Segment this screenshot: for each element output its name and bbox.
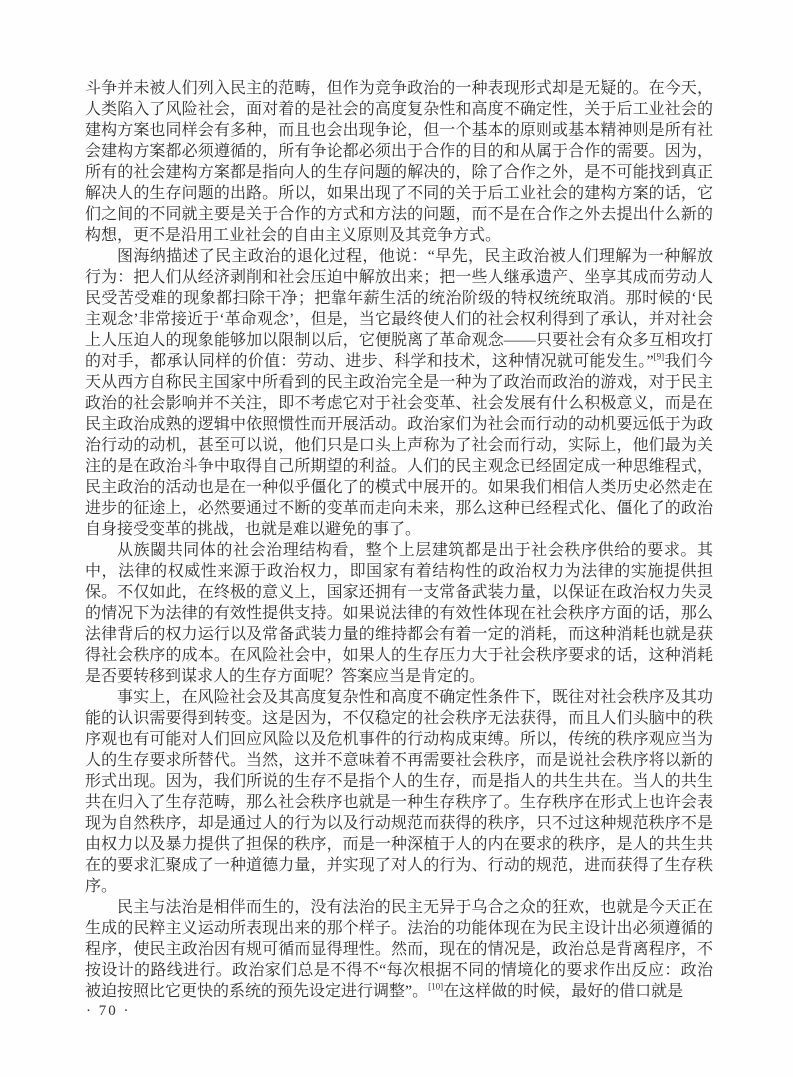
paragraph-5-text-before-ref: 民主与法治是相伴而生的，没有法治的民主无异于乌合之众的狂欢，也就是今天正在生成的民粹主义运动所表现出来的那个样子。法治的功能体现在为民主设计出必须遵循的程序，使民主政治因有规可循而显得理性。然而，现在的情况是，政治总是背离程序，不按设计的路线进行。政治家们总是不得不“每次根据不同的情境化的要求作出反应：政治被迫按照比它更快的系统的预先设定进行调整”。 — [85, 899, 713, 1000]
page-number: · 70 · — [86, 1003, 131, 1019]
paragraph-3 — [85, 540, 713, 687]
paragraph-4 — [85, 687, 713, 897]
paragraph-2 — [85, 246, 713, 540]
paragraph-2-text-after-ref: 我们今天从西方自称民主国家中所看到的民主政治完全是一种为了政治而政治的游戏，对于民主政治的社会影响并不关注，即不考虑它对于社会变革、社会发展有什么积极意义，而是在民主政治成熟的逻辑中依照惯性而开展活动。政治家们为社会而行动的动机要远低于为政治行动的动机，甚至可以说，他们只是口头上声称为了社会而行动，实际上，他们最为关注的是在政治斗争中取得自己所期望的利益。人们的民主观念已经固定成一种思维程式，民主政治的活动也是在一种似乎僵化了的模式中展开的。如果我们相信人类历史必然走在进步的征途上，必然要通过不断的变革而走向未来，那么这种已经程式化、僵化了的政治自身接受变革的挑战，也就是难以避免的事了。 — [85, 353, 713, 538]
paragraph-2-text-before-ref: 图海纳描述了民主政治的退化过程，他说：“早先，民主政治被人们理解为一种解放行为：把人们从经济剥削和社会压迫中解放出来；把一些人继承遗产、坐享其成而劳动人民受苦受难的现象都扫除干净；把靠年薪生活的统治阶级的特权统统取消。那时候的‘民主观念’非常接近于‘革命观念’，但是，当它最终使人们的社会权利得到了承认，并对社会上人压迫人的现象能够加以限制以后，它便脱离了革命观念——只要社会有众多互相攻打的对手，都承认同样的价值：劳动、进步、科学和技术，这种情况就可能发生。” — [85, 248, 713, 370]
footnote-ref-9: [9] — [653, 351, 665, 362]
paragraph-5 — [85, 897, 713, 1002]
footnote-ref-10: [10] — [428, 981, 444, 992]
paragraph-5-text-after-ref: 在这样做的时候，最好的借口就是 — [443, 983, 684, 1000]
paragraph-3-text: 从族閾共同体的社会治理结构看，整个上层建筑都是出于社会秩序供给的要求。其中，法律的权威性来源于政治权力，即国家有着结构性的政治权力为法律的实施提供担保。不仅如此，在终极的意义上，国家还拥有一支常备武装力量，以保证在政治权力失灵的情况下为法律的有效性提供支持。如果说法律的有效性体现在社会秩序方面的话，那么法律背后的权力运行以及常备武装力量的维持都会有着一定的消耗，而这种消耗也就是获得社会秩序的成本。在风险社会中，如果人的生存压力大于社会秩序要求的话，这种消耗是否要转移到谋求人的生存方面呢？答案应当是肯定的。 — [85, 542, 713, 685]
paragraph-1 — [85, 78, 713, 246]
paragraph-1-text: 斗争并未被人们列入民主的范畴，但作为竞争政治的一种表现形式却是无疑的。在今天，人类陷入了风险社会，面对着的是社会的高度复杂性和高度不确定性，关于后工业社会的建构方案也同样会有多种，而且也会出现争论，但一个基本的原则或基本精神则是所有社会建构方案都必须遵循的，所有争论都必须出于合作的目的和从属于合作的需要。因为，所有的社会建构方案都是指向人的生存问题的解决的，除了合作之外，是不可能找到真正解决人的生存问题的出路。所以，如果出现了不同的关于后工业社会的建构方案的话，它们之间的不同就主要是关于合作的方式和方法的问题，而不是在合作之外去提出什么新的构想，更不是沿用工业社会的自由主义原则及其竞争方式。 — [85, 80, 713, 244]
paragraph-4-text: 事实上，在风险社会及其高度复杂性和高度不确定性条件下，既往对社会秩序及其功能的认识需要得到转变。这是因为，不仅稳定的社会秩序无法获得，而且人们头脑中的秩序观也有可能对人们回应风险以及危机事件的行动构成束缚。所以，传统的秩序观应当为人的生存要求所替代。当然，这并不意味着不再需要社会秩序，而是说社会秩序将以新的形式出现。因为，我们所说的生存不是指个人的生存，而是指人的共生共在。当人的共生共在归入了生存范畴，那么社会秩序也就是一种生存秩序了。生存秩序在形式上也许会表现为自然秩序，却是通过人的行为以及行动规范而获得的秩序，只不过这种规范秩序不是由权力以及暴力提供了担保的秩序，而是一种深植于人的内在要求的秩序，是人的共生共在的要求汇聚成了一种道德力量，并实现了对人的行为、行动的规范，进而获得了生存秩序。 — [85, 689, 713, 895]
body-text — [85, 78, 713, 1002]
